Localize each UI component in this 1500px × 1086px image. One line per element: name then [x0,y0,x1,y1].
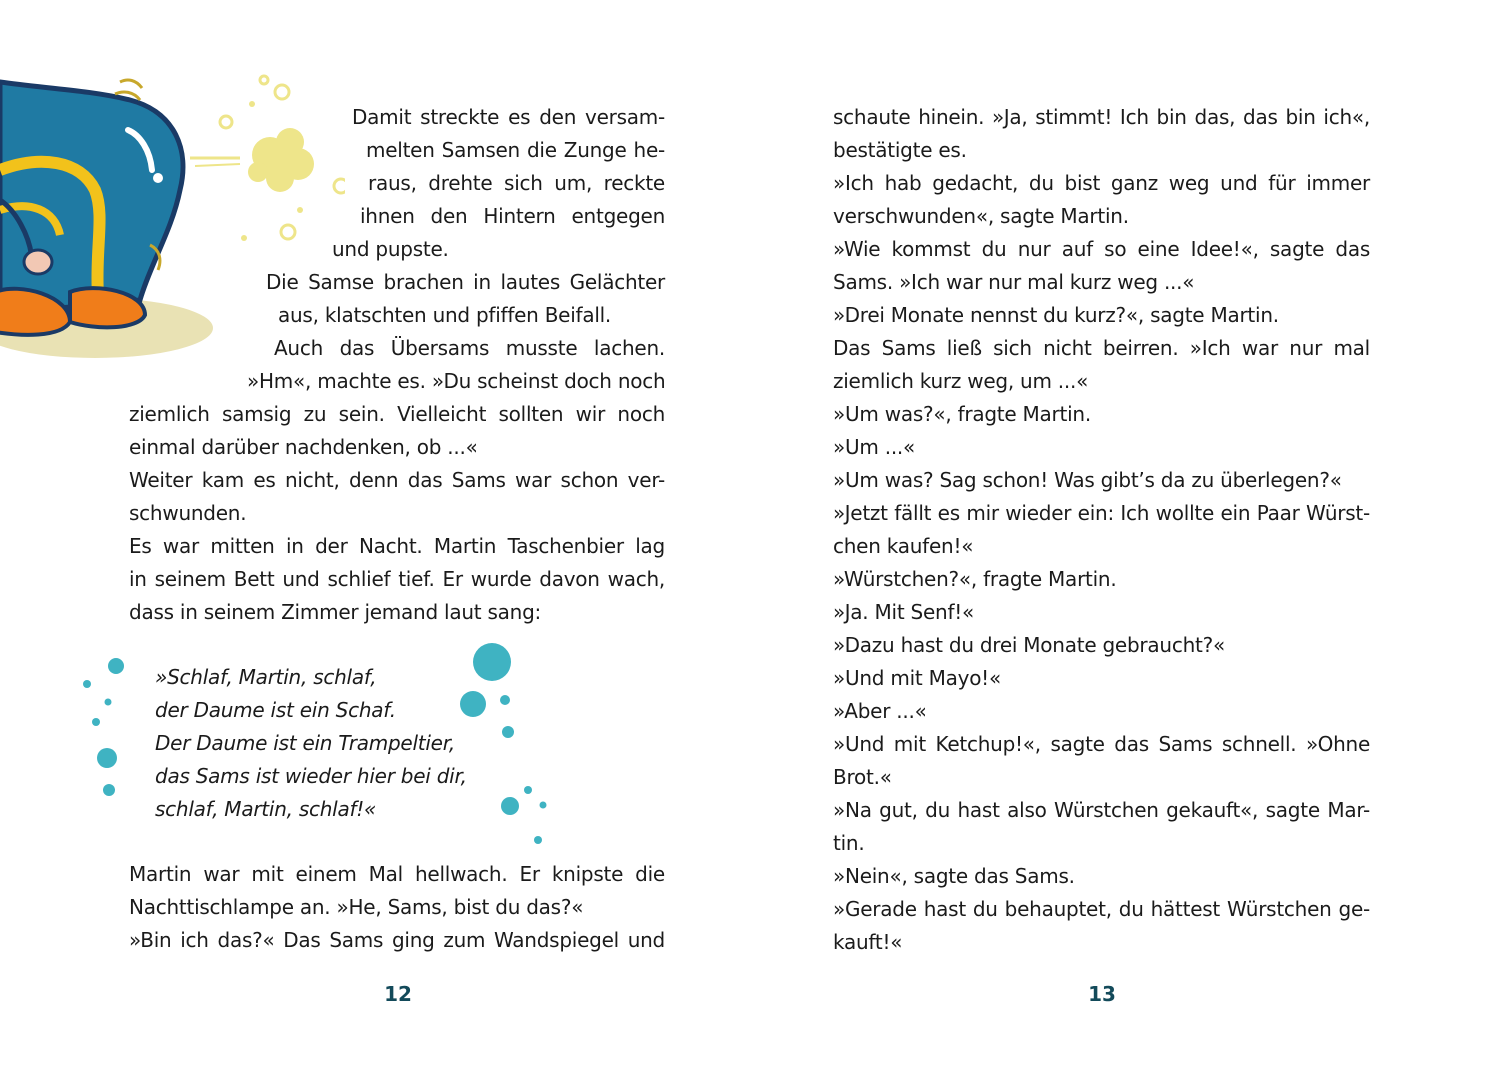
text-line: melten Samsen die Zunge he- [366,138,665,162]
text-line: Die Samse brachen in lautes Gelächter [266,270,665,294]
text-line: »Na gut, du hast also Würstchen gekauft«, sagte Mar- [833,798,1370,822]
text-line: »Ich hab gedacht, du bist ganz weg und für immer [833,171,1370,195]
text-line: Sams. »Ich war nur mal kurz weg ...« [833,270,1195,294]
text-line: »Um ...« [833,435,916,459]
poem-line: der Daume ist ein Schaf. [155,698,396,722]
text-line: »Würstchen?«, fragte Martin. [833,567,1117,591]
text-line: »Um was?«, fragte Martin. [833,402,1091,426]
text-line: ziemlich samsig zu sein. Vielleicht sollten wir noch [129,402,665,426]
text-line: Damit streckte es den versam- [352,105,665,129]
text-line: ziemlich kurz weg, um ...« [833,369,1089,393]
text-line: Nachttischlampe an. »He, Sams, bist du das?« [129,895,584,919]
poem-line: schlaf, Martin, schlaf!« [155,797,377,821]
text-line: einmal darüber nachdenken, ob ...« [129,435,478,459]
text-line: »Bin ich das?« Das Sams ging zum Wandspiegel und [129,928,665,952]
text-line: Es war mitten in der Nacht. Martin Taschenbier lag [129,534,665,558]
poem-line: Der Daume ist ein Trampeltier, [155,731,455,755]
text-line: Brot.« [833,765,892,789]
text-line: chen kaufen!« [833,534,974,558]
text-line: »Hm«, machte es. »Du scheinst doch noch [247,369,666,393]
poem-line: das Sams ist wieder hier bei dir, [155,764,467,788]
text-line: »Gerade hast du behauptet, du hättest Würstchen ge- [833,897,1370,921]
text-line: »Drei Monate nennst du kurz?«, sagte Martin. [833,303,1279,327]
text-line: »Aber ...« [833,699,927,723]
text-line: »Jetzt fällt es mir wieder ein: Ich wollte ein Paar Würst- [833,501,1370,525]
text-line: aus, klatschten und pfiffen Beifall. [278,303,612,327]
page-number: 13 [1088,982,1116,1006]
text-line: Weiter kam es nicht, denn das Sams war schon ver- [129,468,665,492]
right-page [750,0,1500,1086]
text-line: verschwunden«, sagte Martin. [833,204,1129,228]
poem-line: »Schlaf, Martin, schlaf, [155,665,377,689]
text-line: »Und mit Ketchup!«, sagte das Sams schnell. »Ohne [833,732,1370,756]
text-line: »Dazu hast du drei Monate gebraucht?« [833,633,1225,657]
text-line: und pupste. [332,237,449,261]
text-line: »Und mit Mayo!« [833,666,1001,690]
text-line: schwunden. [129,501,247,525]
text-line: »Um was? Sag schon! Was gibt’s da zu überlegen?« [833,468,1342,492]
text-line: in seinem Bett und schlief tief. Er wurde davon wach, [129,567,665,591]
text-line: Auch das Übersams musste lachen. [274,336,665,360]
text-line: »Wie kommst du nur auf so eine Idee!«, sagte das [833,237,1370,261]
text-line: Das Sams ließ sich nicht beirren. »Ich war nur mal [833,336,1370,360]
text-line: bestätigte es. [833,138,967,162]
text-line: dass in seinem Zimmer jemand laut sang: [129,600,541,624]
text-line: raus, drehte sich um, reckte [368,171,665,195]
text-line: »Ja. Mit Senf!« [833,600,974,624]
text-line: Martin war mit einem Mal hellwach. Er knipste die [129,862,665,886]
text-line: tin. [833,831,865,855]
text-line: schaute hinein. »Ja, stimmt! Ich bin das, das bin ich«, [833,105,1370,129]
page-number: 12 [384,982,412,1006]
text-line: ihnen den Hintern entgegen [360,204,665,228]
text-line: kauft!« [833,930,903,954]
text-line: »Nein«, sagte das Sams. [833,864,1075,888]
